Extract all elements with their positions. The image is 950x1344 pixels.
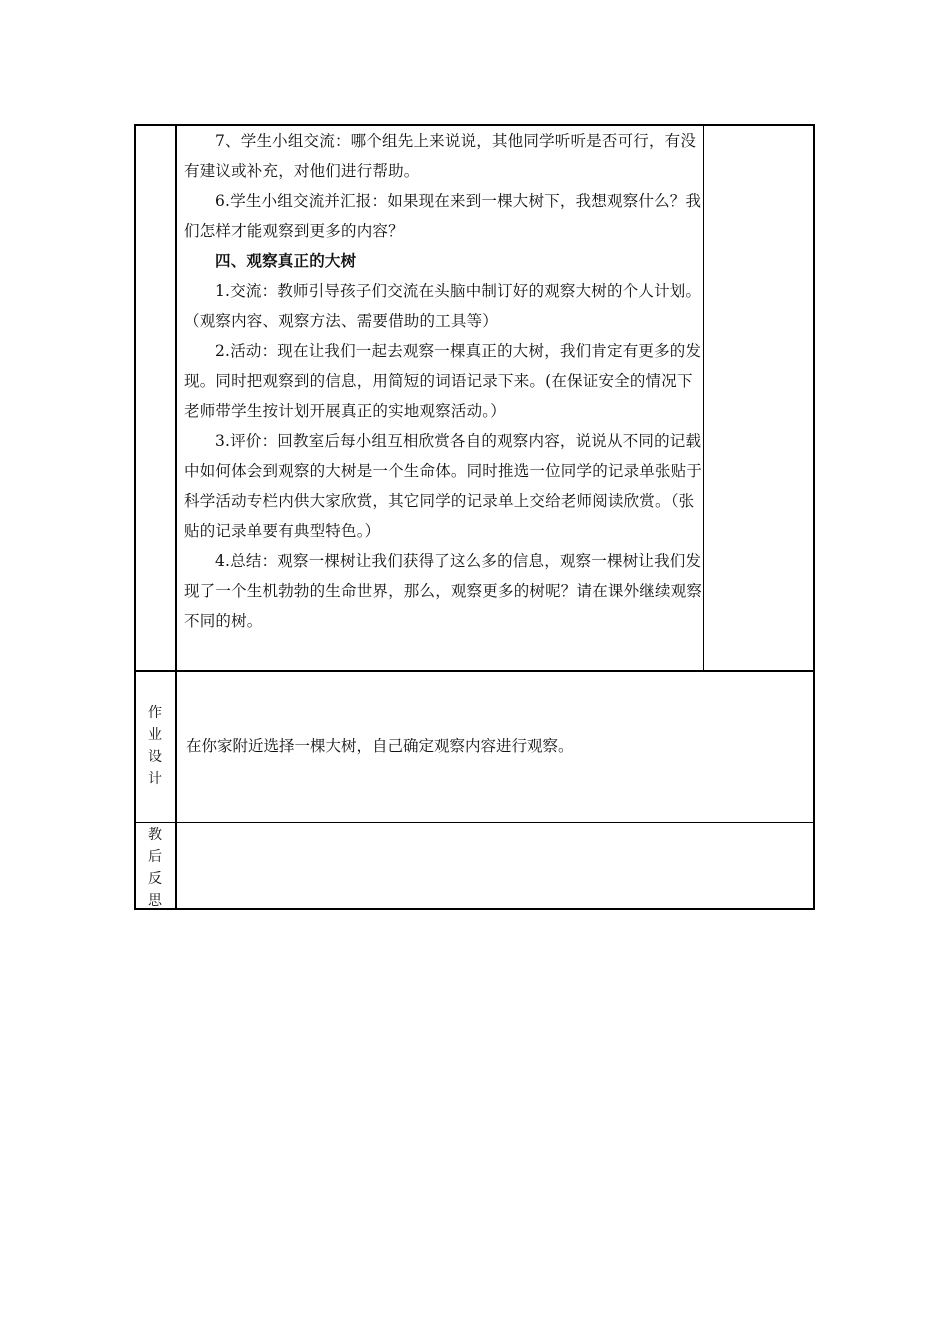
lesson-paragraph: 2.活动：现在让我们一起去观察一棵真正的大树，我们肯定有更多的发现。同时把观察到的信息，用简短的词语记录下来。(在保证安全的情况下老师带学生按计划开展真正的实地观察活动。） (184, 342, 702, 420)
vertical-label-text: 教后反思 (148, 827, 162, 909)
lesson-paragraph: 3.评价：回教室后每小组互相欣赏各自的观察内容，说说从不同的记载中如何体会到观察的大树是一个生命体。同时推选一位同学的记录单张贴于科学活动专栏内供大家欣赏，其它同学的记录单上交给老师阅读欣赏。（张贴的记录单要有典型特色。） (184, 432, 703, 540)
lesson-paragraph: 1.交流：教师引导孩子们交流在头脑中制订好的观察大树的个人计划。（观察内容、观察方法、需要借助的工具等） (184, 282, 702, 330)
vertical-label-text: 作业设计 (148, 705, 162, 787)
section-heading: 四、观察真正的大树 (215, 251, 357, 270)
table-divider (134, 822, 815, 823)
table-divider (175, 124, 177, 910)
homework-label (136, 702, 174, 790)
lesson-paragraph: 6.学生小组交流并汇报：如果现在来到一棵大树下，我想观察什么？我们怎样才能观察到更多的内容？ (184, 192, 702, 240)
lesson-paragraph: 4.总结：观察一棵树让我们获得了这么多的信息，观察一棵树让我们发现了一个生机勃勃的生命世界，那么，观察更多的树呢？请在课外继续观察不同的树。 (184, 552, 703, 630)
reflection-label (136, 824, 174, 912)
table-divider (134, 670, 815, 672)
lesson-paragraph: 7、学生小组交流：哪个组先上来说说，其他同学听听是否可行，有没有建议或补充，对他们进行帮助。 (184, 132, 697, 180)
homework-text: 在你家附近选择一棵大树，自己确定观察内容进行观察。 (186, 737, 574, 755)
lesson-process-cell (184, 126, 704, 636)
